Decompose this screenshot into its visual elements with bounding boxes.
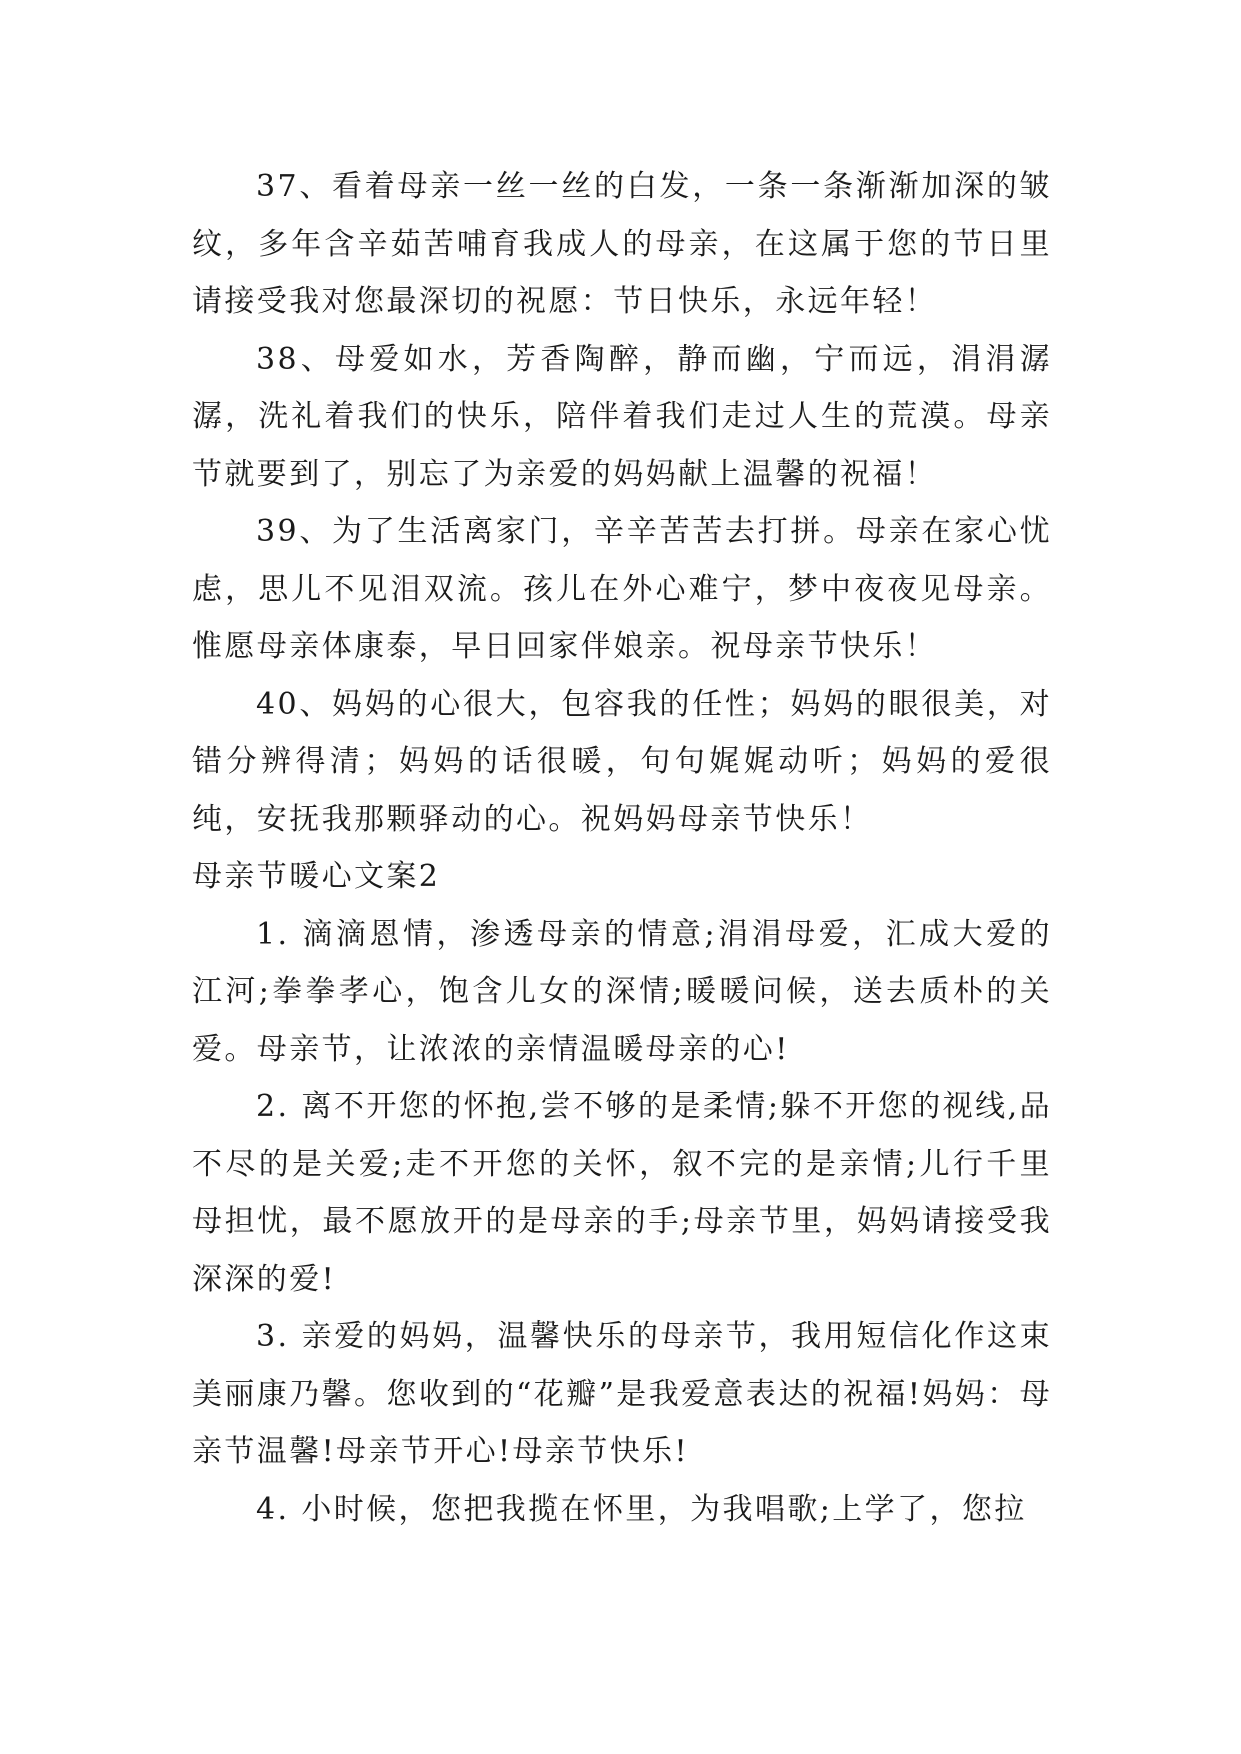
paragraph-2: 2. 离不开您的怀抱,尝不够的是柔情;躲不开您的视线,品不尽的是关爱;走不开您的关怀，叙不完的是亲情;儿行千里母担忧，最不愿放开的是母亲的手;母亲节里，妈妈请接受我深深的爱! [192, 1089, 1052, 1297]
section-heading: 母亲节暖心文案2 [192, 859, 441, 894]
paragraph-1: 1. 滴滴恩情，渗透母亲的情意;涓涓母爱，汇成大爱的江河;拳拳孝心，饱含儿女的深情;暖暖问候，送去质朴的关爱。母亲节，让浓浓的亲情温暖母亲的心! [192, 916, 1052, 1067]
paragraph-38: 38、母爱如水，芳香陶醉，静而幽，宁而远，涓涓潺潺，洗礼着我们的快乐，陪伴着我们走过人生的荒漠。母亲节就要到了，别忘了为亲爱的妈妈献上温馨的祝福！ [192, 341, 1052, 492]
paragraph-3: 3. 亲爱的妈妈，温馨快乐的母亲节，我用短信化作这束美丽康乃馨。您收到的“花瓣”是我爱意表达的祝福!妈妈：母亲节温馨!母亲节开心!母亲节快乐! [192, 1319, 1052, 1469]
document-body [192, 158, 1052, 1538]
paragraph-37: 37、看着母亲一丝一丝的白发，一条一条渐渐加深的皱纹，多年含辛茹苦哺育我成人的母亲，在这属于您的节日里请接受我对您最深切的祝愿：节日快乐，永远年轻！ [192, 169, 1052, 319]
paragraph-40: 40、妈妈的心很大，包容我的任性；妈妈的眼很美，对错分辨得清；妈妈的话很暖，句句娓娓动听；妈妈的爱很纯，安抚我那颗驿动的心。祝妈妈母亲节快乐！ [192, 686, 1052, 837]
paragraph-39: 39、为了生活离家门，辛辛苦苦去打拼。母亲在家心忧虑，思儿不见泪双流。孩儿在外心难宁，梦中夜夜见母亲。惟愿母亲体康泰，早日回家伴娘亲。祝母亲节快乐！ [192, 514, 1052, 664]
paragraph-4: 4. 小时候，您把我揽在怀里，为我唱歌;上学了，您拉 [256, 1491, 1027, 1527]
